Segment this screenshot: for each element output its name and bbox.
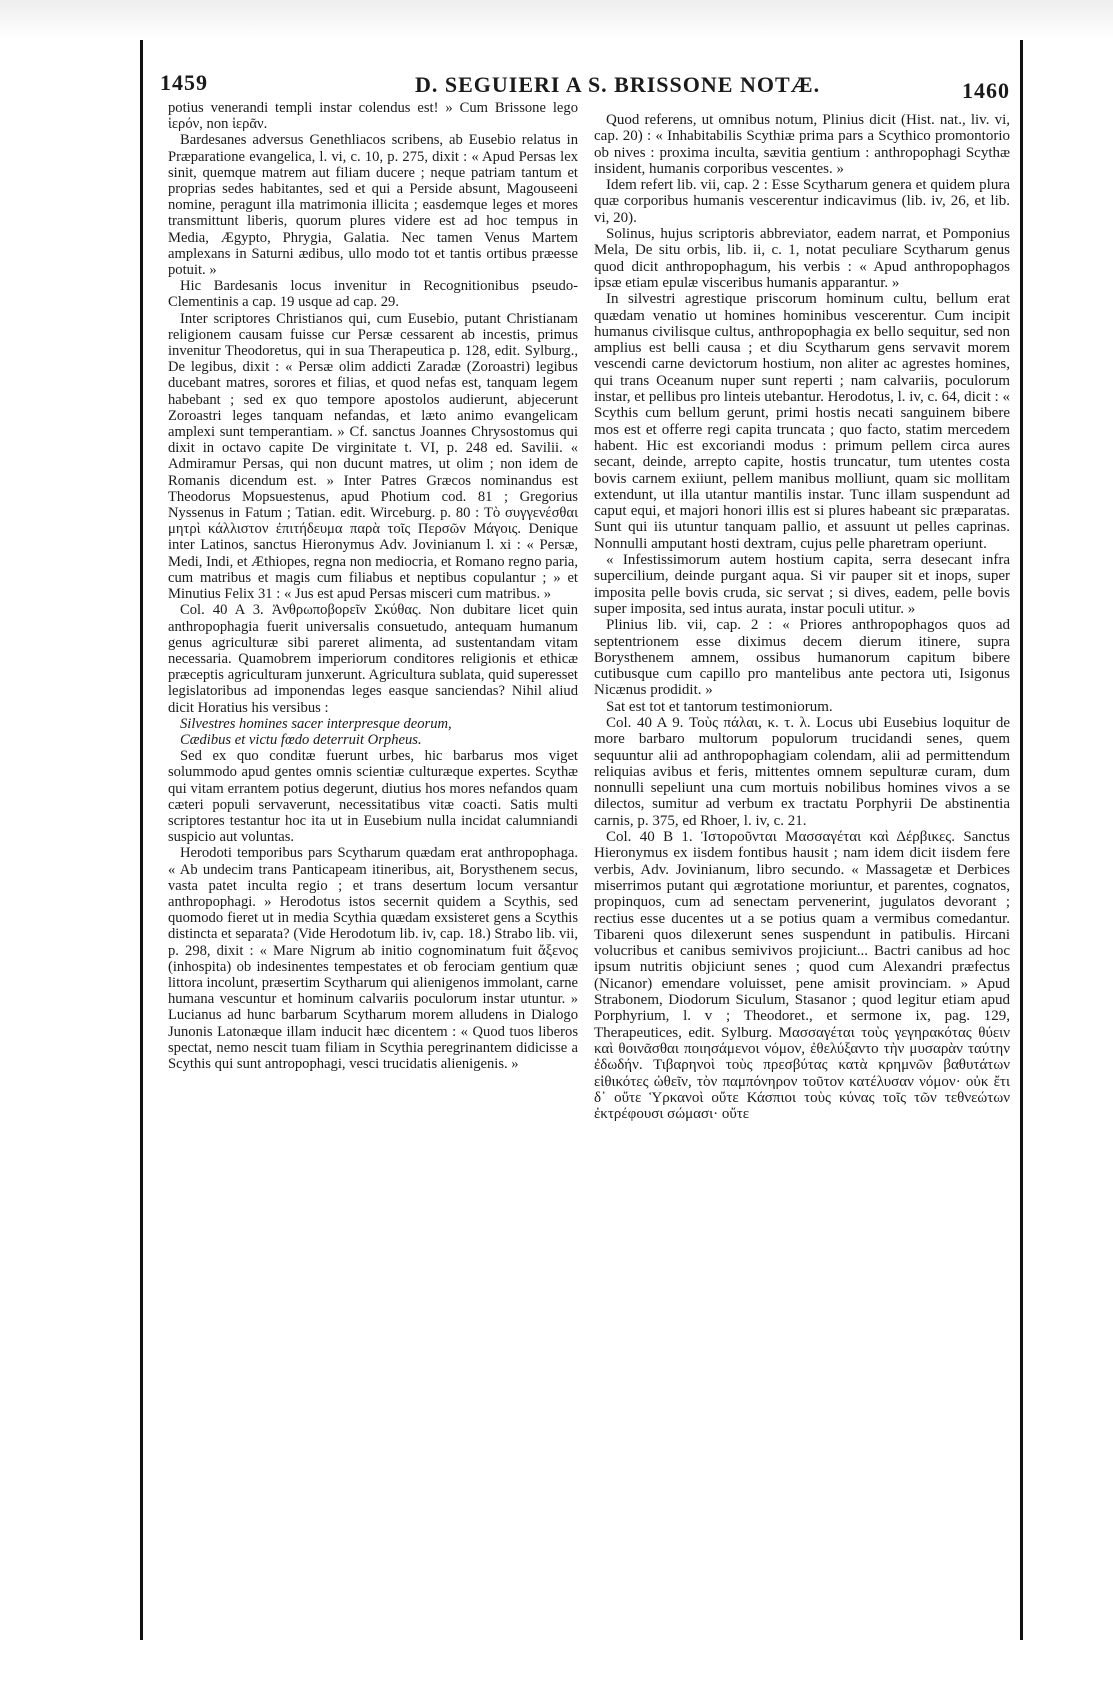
verse-line: Silvestres homines sacer interpresque deorum, [180,715,452,732]
paragraph: Herodoti temporibus pars Scytharum quædam erat anthropophaga. « Ab undecim trans Panticapeam itineribus, ait, Borysthenem secus, vasta patet inculta regio ; et trans desertum locum versantur anthropophagi. » Herodotus istos secernit quidem a Scythis, sed quomodo fieret ut in media Scythia quædam exsisteret gens a Scythis distincta et separata? (Vide Herodotum lib. iv, cap. 18.) Strabo lib. vii, p. 298, dixit : « Mare Nigrum ab initio cognominatum fuit ἄξενος (inhospita) ob indesinentes tempestates et ob ferociam gentium quæ littora incolunt, præsertim Scytharum qui alienigenos immolant, carne humana vescuntur et hominum calvariis poculorum instar utuntur. » Lucianus ad hunc barbarum Scytharum morem alludens in Dialogo Junonis Latonæque illam inducit hæc dicentem : « Quod tuos liberos spectat, nemo nescit tuam filiam in Scythia peregrinantem didicisse a Scythis qui sunt antropophagi, vesci trucidatis alienigenis. » [168,845,578,1072]
paragraph: Quod referens, ut omnibus notum, Plinius dicit (Hist. nat., liv. vi, cap. 20) : « Inhabitabilis Scythiæ prima pars a Scythico promontorio ob nives : proxima inculta, sævitia gentium : anthropophagi Scythæ insident, humanis corporibus vescentes. » [594,112,1010,177]
paragraph: Col. 40 B 1. Ἱστοροῦνται Μασσαγέται καὶ Δέρβικες. Sanctus Hieronymus ex iisdem fontibus hausit ; nam idem dicit iisdem fere verbis, Adv. Jovinianum, libro secundo. « Massagetæ et Derbices miserrimos putant qui ægrotatione moriuntur, et parentes, cognatos, propinquos, cum ad senectam pervenerint, jugulatos devorant ; rectius esse ducentes ut a se potius quam a vermibus comedantur. Tibareni quos dilexerunt senes suspendunt in patibulis. Hircani volucribus et canibus semivivos projiciunt... Bactri canibus ad hoc ipsum nutritis objiciunt senes ; quod cum Alexandri præfectus (Nicanor) emendare voluisset, pene amisit provinciam. » Apud Strabonem, Diodorum Siculum, Stasanor ; quod legitur etiam apud Porphyrium, l. v ; Theodoret., et sermone ix, pag. 129, Therapeutices, edit. Sylburg. Μασσαγέται τοὺς γεγηρακότας θύειν καὶ θοινᾶσθαι ποιησάμενοι νόμον, ἐθελύξαντο τὴν μυσαρὰν ταύτην ἐδωδήν. Τιβαρηνοὶ τοὺς πρεσβύτας κατὰ κρημνῶν βαθυτάτων εἰθικότες ὠθεῖν, τὸν παμπόνηρον τοῦτον κατέλυσαν νόμον· οὐκ ἔτι δ᾽ οὔτε Ὑρκανοὶ οὔτε Κάσπιοι τοὺς κύνας τοῖς τῶν τεθνεώτων ἐκτρέφουσι σώμασι· οὔτε [594,829,1010,1123]
paragraph: potius venerandi templi instar colendus est! » Cum Brissone lego ἱερόν, non ἱερᾶν. [168,100,578,133]
scan-border-left [140,40,143,1640]
verse-line: Cædibus et victu fœdo deterruit Orpheus. [180,731,422,748]
paragraph: Col. 40 A 3. Ἀνθρωποβορεῖν Σκύθας. Non dubitare licet quin anthropophagia fuerit universalis consuetudo, antequam humanum genus agriculturæ sibi pareret alimenta, ad sustentandam vitam necessaria. Quamobrem imperiorum conditores religionis et ethicæ præceptis agriculturam junxerunt. Agricultura sublata, quid superesset legislatoribus ad imponendas leges easque sanciendas? Nihil aliud dicit Horatius his versibus : [168,602,578,716]
paragraph: Plinius lib. vii, cap. 2 : « Priores anthropophagos quos ad septentrionem esse diximus decem dierum itinere, supra Borysthenem amnem, ossibus humanorum capitum bibere cutibusque cum capillo pro mantelibus ante pectora uti, Isigonus Nicænus prodidit. » [594,617,1010,699]
page-number-right: 1460 [962,78,1010,103]
paragraph: Idem refert lib. vii, cap. 2 : Esse Scytharum genera et quidem plura quæ corporibus humanis vescerentur indicavimus (lib. iv, 26, et lib. vi, 20). [594,177,1010,226]
right-column [594,112,1010,1122]
scan-shadow [0,0,1113,40]
paragraph: Sed ex quo conditæ fuerunt urbes, hic barbarus mos viget solummodo apud gentes omnis scientiæ culturæque expertes. Scythæ qui vitam errantem potius degerunt, diutius hos mores nefandos quam cæteri populi servaverunt, necessitatibus vitæ coacti. Satis multi scriptores testantur hoc ita ut in Eusebium nulla incidat calumniandi suspicio aut voluntas. [168,748,578,846]
paragraph: Sat est tot et tantorum testimoniorum. [606,698,833,715]
paragraph: In silvestri agrestique priscorum hominum cultu, bellum erat quædam venatio ut homines hominibus vescerentur. Cum incipit humanus civilisque cultus, anthropophagia ex bello sequitur, sed non amplius est belli causa ; et diu Scytharum gens servavit morem vescendi carne devictorum hostium, non aliter ac agrestes homines, qui trans Oceanum nuper sunt reperti ; nam calvariis, poculorum instar, et pellibus pro linteis utebantur. Herodotus, l. iv, c. 64, dicit : « Scythis cum bellum gerunt, primi hostis necati sanguinem bibere mos est et offerre regi capita truncata ; quo facto, statim mercedem habent. Hic est excoriandi modus : primum pellem circa aures secant, deinde, arrepto capite, hostis truncatur, tum utentes costa bovis carnem exiiunt, pellem manibus molliunt, quam sic mollitam extendunt, ut illa utantur mantilis instar. Tunc illam suspendunt ad caput equi, et majori honori illis est si plures habeant sic præparatas. Sunt qui iis utuntur tanquam pallio, et assuunt ut pelles caprinas. Nonnulli amputant hosti dextram, cujus pelle pharetram operiunt. [594,291,1010,552]
paragraph: Hic Bardesanis locus invenitur in Recognitionibus pseudo-Clementinis a cap. 19 usque ad cap. 29. [168,278,578,311]
paragraph: Col. 40 A 9. Τοὺς πάλαι, κ. τ. λ. Locus ubi Eusebius loquitur de more barbaro multorum populorum trucidandi senes, quem sequuntur alii ad anthropophagiam colendam, alii ad permittendum reliquias avibus et feris, mittentes omnem sepulturæ curam, dum nonnulli sepeliunt una cum mortuis nobilibus homines vivos a se dilectos, sumitur ad verbum ex tractatu Porphyrii De abstinentia carnis, p. 375, ed Rhoer, l. iv, c. 21. [594,714,1010,829]
paragraph: Solinus, hujus scriptoris abbreviator, eadem narrat, et Pomponius Mela, De situ orbis, lib. ii, c. 1, notat peculiare Scytharum genus quod dicit anthropophagum, his verbis : « Apud anthropophagos ipsæ etiam epulæ visceribus humanis apparantur. » [594,226,1010,291]
left-column [168,100,578,1072]
running-header [160,70,1010,103]
paragraph: Bardesanes adversus Genethliacos scribens, ab Eusebio relatus in Præparatione evangelica, l. vi, c. 10, p. 275, dixit : « Apud Persas lex sinit, quemque matrem aut filiam ducere ; neque patriam tantum et proprias sedes habitantes, sed et qui a Perside absunt, Magouseeni nomine, peragunt illa matrimonia illicita ; easdemque leges et mores transmittunt liberis, quorum plures videre est ad hoc tempus in Media, Ægypto, Phrygia, Galatia. Nec tamen Venus Martem amplexans in Saturni ædibus, ullo modo tot et tantis ortibus præesse potuit. » [168,132,578,279]
scan-border-right [1020,40,1023,1640]
paragraph: Inter scriptores Christianos qui, cum Eusebio, putant Christianam religionem causam fuisse cur Persæ cessarent ab incestis, primus invenitur Theodoretus, qui in sua Therapeutica p. 128, edit. Sylburg., De legibus, dixit : « Persæ olim addicti Zaradæ (Zoroastri) legibus ducebant matres, sorores et filias, et quod nefas est, tanquam legem habebant ; sed ex quo tempore apostolos audierunt, abjecerunt Zoroastri leges tanquam nefandas, et læto animo evangelicam amplexi sunt temperantiam. » Cf. sanctus Joannes Chrysostomus qui dixit in octavo capite De virginitate t. VI, p. 248 ed. Savilii. « Admiramur Persas, qui non ducunt matres, ut olim ; non idem de Romanis dicendum est. » Inter Patres Græcos nominandus est Theodorus Mopsuestenus, apud Photium cod. 81 ; Gregorius Nyssenus in Fatum ; Tatian. edit. Wirceburg. p. 80 : Τὸ συγγενέσθαι μητρὶ κάλλιστον ἐπιτήδευμα παρὰ τοῖς Περσῶν Μάγοις. Denique inter Latinos, sanctus Hieronymus Adv. Jovinianum l. xi : « Persæ, Medi, Indi, et Æthiopes, regna non mediocria, et Romano regno paria, cum matribus et magis cum filiabus et neptibus copulantur ; » et Minutius Felix 31 : « Jus est apud Persas misceri cum matribus. » [168,310,578,603]
page-number-left: 1459 [160,70,208,95]
paragraph: « Infestissimorum autem hostium capita, serra desecant infra supercilium, deinde purgant aqua. Si vir pauper sit et inops, super imposita pelle bovis cruda, sic servat ; si dives, eadem, pelle bovis super imposita, sed intus aurata, instar poculi utitur. » [594,552,1010,617]
running-title: D. SEGUIERI A S. BRISSONE NOTÆ. [415,72,821,97]
